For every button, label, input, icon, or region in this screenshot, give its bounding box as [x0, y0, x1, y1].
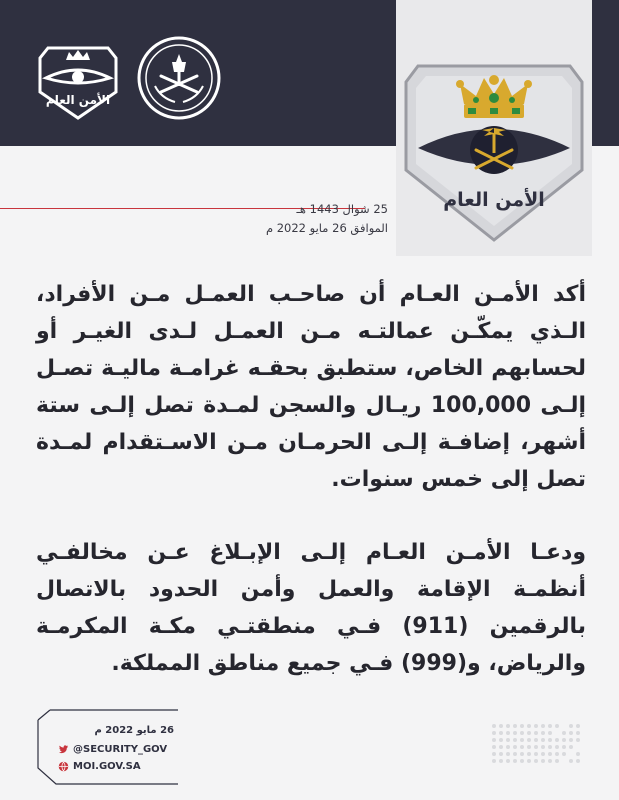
badge-text: الأمن العام — [443, 189, 545, 211]
footer-contact — [28, 708, 188, 786]
badge-panel — [396, 0, 592, 256]
public-security-logo-icon — [36, 42, 120, 122]
public-security-badge-icon — [396, 0, 592, 256]
gregorian-date: الموافق 26 مايو 2022 م — [265, 221, 388, 235]
footer-date: 26 مايو 2022 م — [94, 725, 174, 736]
white-logo-text: الأمن العام — [45, 93, 111, 107]
statement-paragraph-1: أكد الأمـن العـام أن صاحـب العمـل مـن الأفراد، الـذي يمكّـن عمالتـه مـن العمـل لـدى الغيـر أو لحسابهم الخاص، ستطبق بحقـه غرامـة ماليـة تصـل إلـى 100,000 ريـال والسجن لمـدة تصل إلـى ستة أشهر، إضافـة إلـى الحرمـان مـن الاسـتقدام لمـدة تصل إلى خمس سنوات. — [36, 282, 586, 492]
hijri-date: 25 شوال 1443 هـ — [296, 202, 388, 216]
twitter-handle-row[interactable] — [58, 744, 167, 755]
statement-paragraph-2: ودعـا الأمـن العـام إلـى الإبـلاغ عـن مخالفـي أنظمـة الإقامة والعمل وأمن الحدود بالاتصال بالرقمين (911) فـي منطقتـي مكـة المكرمـة والرياض، و(999) فـي جميع مناطق المملكة. — [36, 540, 586, 676]
twitter-handle[interactable]: @SECURITY_GOV — [73, 744, 168, 755]
saudi-emblem-icon — [137, 36, 221, 120]
twitter-icon — [58, 744, 69, 755]
statement-body — [36, 276, 586, 682]
website-link[interactable]: MOI.GOV.SA — [73, 761, 141, 772]
globe-icon — [58, 761, 69, 772]
decorative-dots-pattern — [490, 722, 584, 766]
date-block — [170, 200, 388, 238]
website-row[interactable] — [58, 761, 141, 772]
